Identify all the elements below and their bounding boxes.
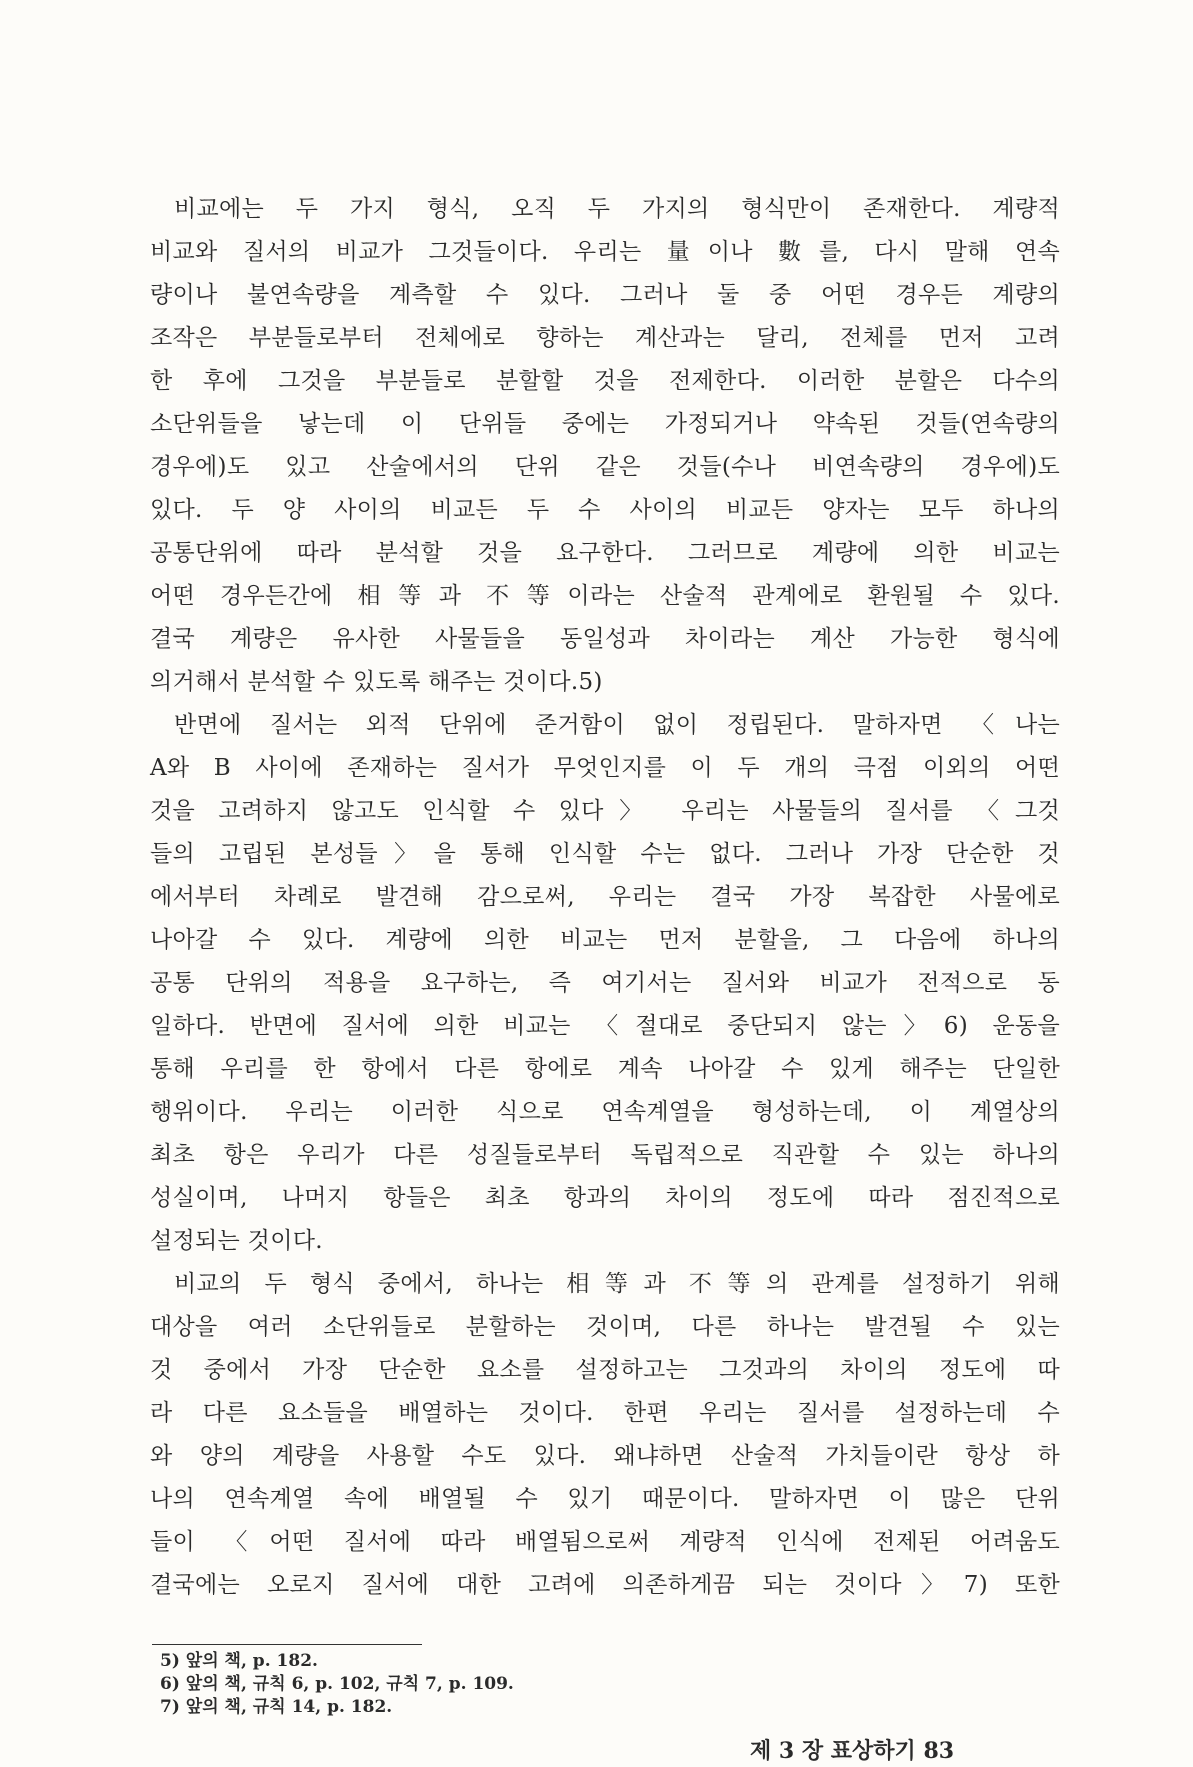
- text-line: 통해 우리를 한 항에서 다른 항에로 계속 나아갈 수 있게 해주는 단일한: [150, 1056, 1060, 1082]
- text-line: 공통단위에 따라 분석할 것을 요구한다. 그러므로 계량에 의한 비교는: [150, 540, 1060, 566]
- running-footer: 제 3 장 표상하기 83: [750, 1738, 955, 1764]
- text-line: 성실이며, 나머지 항들은 최초 항과의 차이의 정도에 따라 점진적으로: [150, 1185, 1060, 1211]
- text-line: 결국 계량은 유사한 사물들을 동일성과 차이라는 계산 가능한 형식에: [150, 626, 1060, 652]
- footnote: 7) 앞의 책, 규칙 14, p. 182.: [160, 1697, 393, 1717]
- text-line: 조작은 부분들로부터 전체에로 향하는 계산과는 달리, 전체를 먼저 고려: [150, 325, 1060, 351]
- text-line: A와 B 사이에 존재하는 질서가 무엇인지를 이 두 개의 극점 이외의 어떤: [150, 755, 1060, 781]
- body-text: [150, 188, 1060, 1607]
- text-line: 있다. 두 양 사이의 비교든 두 수 사이의 비교든 양자는 모두 하나의: [150, 497, 1060, 523]
- text-line: 라 다른 요소들을 배열하는 것이다. 한편 우리는 질서를 설정하는데 수: [150, 1400, 1060, 1426]
- footnotes: [160, 1650, 760, 1719]
- text-line: 들의 고립된 본성들〉을 통해 인식할 수는 없다. 그러나 가장 단순한 것: [150, 841, 1060, 867]
- text-line: 어떤 경우든간에 相等과 不等이라는 산술적 관계에로 환원될 수 있다.: [150, 583, 1060, 609]
- text-line: 결국에는 오로지 질서에 대한 고려에 의존하게끔 되는 것이다〉7) 또한: [150, 1572, 1060, 1598]
- text-line: 에서부터 차례로 발견해 감으로써, 우리는 결국 가장 복잡한 사물에로: [150, 884, 1060, 910]
- text-line: 소단위들을 낳는데 이 단위들 중에는 가정되거나 약속된 것들(연속량의: [150, 411, 1060, 437]
- text-line: 대상을 여러 소단위들로 분할하는 것이며, 다른 하나는 발견될 수 있는: [150, 1314, 1060, 1340]
- text-line: 행위이다. 우리는 이러한 식으로 연속계열을 형성하는데, 이 계열상의: [150, 1099, 1060, 1125]
- text-line: 비교의 두 형식 중에서, 하나는 相等과 不等의 관계를 설정하기 위해: [174, 1271, 1060, 1297]
- text-line: 설정되는 것이다.: [150, 1228, 323, 1254]
- footnote: 5) 앞의 책, p. 182.: [160, 1651, 318, 1671]
- text-line: 량이나 불연속량을 계측할 수 있다. 그러나 둘 중 어떤 경우든 계량의: [150, 282, 1060, 308]
- text-line: 경우에)도 있고 산술에서의 단위 같은 것들(수나 비연속량의 경우에)도: [150, 454, 1060, 480]
- text-line: 것을 고려하지 않고도 인식할 수 있다〉 우리는 사물들의 질서를 〈그것: [150, 798, 1060, 824]
- text-line: 나의 연속계열 속에 배열될 수 있기 때문이다. 말하자면 이 많은 단위: [150, 1486, 1060, 1512]
- text-line: 공통 단위의 적용을 요구하는, 즉 여기서는 질서와 비교가 전적으로 동: [150, 970, 1060, 996]
- text-line: 비교에는 두 가지 형식, 오직 두 가지의 형식만이 존재한다. 계량적: [174, 196, 1060, 222]
- text-line: 들이 〈어떤 질서에 따라 배열됨으로써 계량적 인식에 전제된 어려움도: [150, 1529, 1060, 1555]
- text-line: 반면에 질서는 외적 단위에 준거함이 없이 정립된다. 말하자면 〈나는: [174, 712, 1060, 738]
- text-line: 최초 항은 우리가 다른 성질들로부터 독립적으로 직관할 수 있는 하나의: [150, 1142, 1060, 1168]
- text-line: 나아갈 수 있다. 계량에 의한 비교는 먼저 분할을, 그 다음에 하나의: [150, 927, 1060, 953]
- footnote-divider: [152, 1644, 422, 1645]
- text-line: 의거해서 분석할 수 있도록 해주는 것이다.5): [150, 669, 603, 695]
- footnote: 6) 앞의 책, 규칙 6, p. 102, 규칙 7, p. 109.: [160, 1674, 514, 1694]
- text-line: 비교와 질서의 비교가 그것들이다. 우리는 量이나 數를, 다시 말해 연속: [150, 239, 1060, 265]
- text-line: 와 양의 계량을 사용할 수도 있다. 왜냐하면 산술적 가치들이란 항상 하: [150, 1443, 1060, 1469]
- text-line: 일하다. 반면에 질서에 의한 비교는 〈절대로 중단되지 않는〉6) 운동을: [150, 1013, 1060, 1039]
- text-line: 것 중에서 가장 단순한 요소를 설정하고는 그것과의 차이의 정도에 따: [150, 1357, 1060, 1383]
- text-line: 한 후에 그것을 부분들로 분할할 것을 전제한다. 이러한 분할은 다수의: [150, 368, 1060, 394]
